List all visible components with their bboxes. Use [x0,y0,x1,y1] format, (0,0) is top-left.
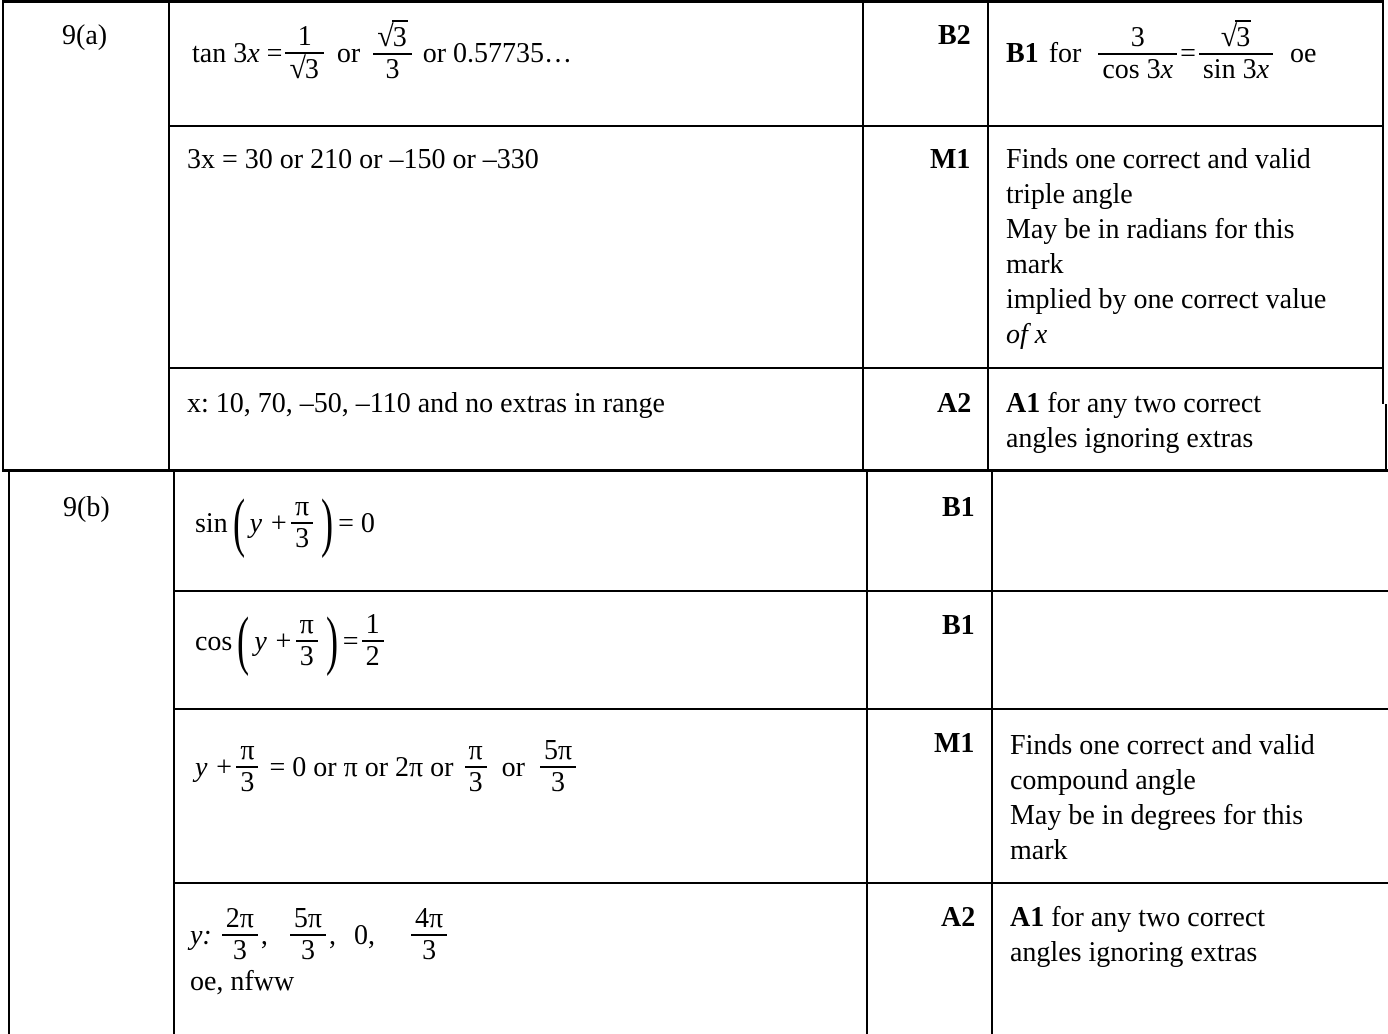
answer-b1: sin ( y + $\frac{\pi}{3}$ ) = 0 [195,486,375,559]
answer-b4: y: $\frac{2\pi}{3}$ , $\frac{5\pi}{3}$ , 0, $\frac{4\pi}{3}$ oe, nfww [190,904,450,999]
mark-a3: A2 [937,388,972,419]
fraction-one-over-root3: $\frac{1}{√3}$ [285,22,323,85]
mark-b4: A2 [941,902,976,933]
fraction-root3-over-3: $\frac{√3}{3}$ [373,22,411,85]
answer-b3: y + $\frac{\pi}{3}$ = 0 or π or 2π or $\frac{\pi}{3}$ or $\frac{5\pi}{3}$ [195,736,579,798]
answer-a1-lhs: tan 3x = [192,38,283,69]
mark-a1: B2 [938,20,971,51]
mark-b3: M1 [934,728,975,759]
mark-a2: M1 [930,144,971,175]
guidance-b3: Finds one correct and valid compound angle May be in degrees for this mark [1010,730,1315,866]
guidance-a3: A1 for any two correct angles ignoring extras [1006,388,1262,454]
guidance-a1: B1 for $\frac{3}{\cos 3x}$ = $\frac{√3}{\sin 3x}$ oe [1006,20,1317,85]
mark-b1: B1 [942,492,975,523]
answer-b2: cos ( y + $\frac{\pi}{3}$ ) = $\frac{1}{2}$ [195,610,387,672]
part-a-table [0,0,1388,472]
answer-a1: tan 3x = $\frac{1}{√3}$ or $\frac{√3}{3}$ or 0.57735… [192,20,573,85]
mark-b2: B1 [942,610,975,641]
guidance-a2: Finds one correct and valid triple angle May be in radians for this mark implied by one correct value of x [1006,144,1327,350]
guidance-b4: A1 for any two correct angles ignoring extras [1010,902,1266,968]
answer-a2: 3x = 30 or 210 or –150 or –330 [187,144,539,175]
answer-a3: x: 10, 70, –50, –110 and no extras in range [187,388,665,419]
question-number-9a: 9(a) [62,20,108,51]
part-b-table [0,472,1388,1034]
question-number-9b: 9(b) [63,492,110,523]
